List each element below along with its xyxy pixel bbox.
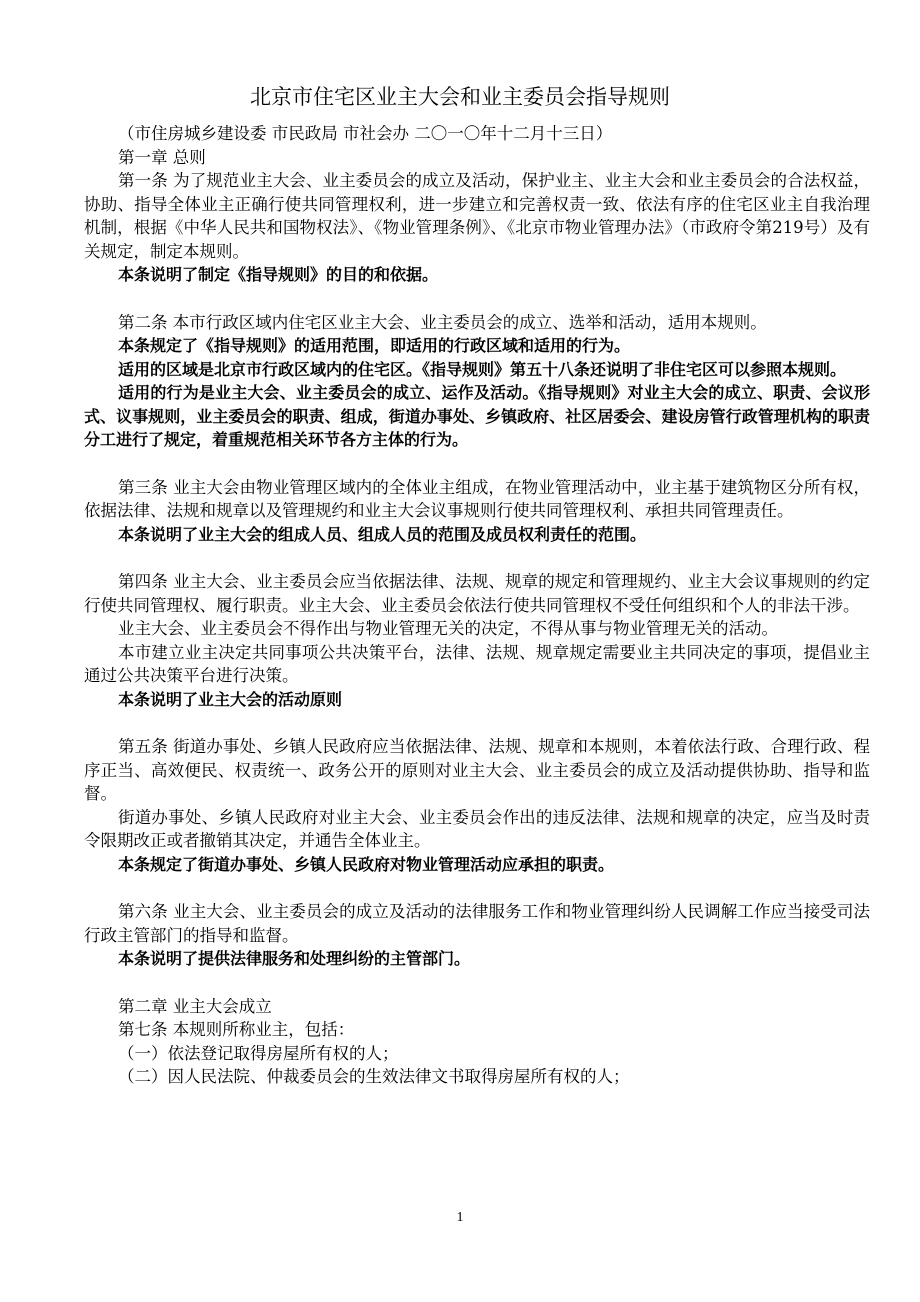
spacer xyxy=(84,711,870,735)
article-note: 适用的行为是业主大会、业主委员会的成立、运作及活动。《指导规则》对业主大会的成立、职责、会议形式、议事规则，业主委员会的职责、组成，街道办事处、乡镇政府、社区居委会、建设房管行政管理机构的职责分工进行了规定，着重规范相关环节各方主体的行为。 xyxy=(84,383,870,449)
article-paragraph: 第六条 业主大会、业主委员会的成立及活动的法律服务工作和物业管理纠纷人民调解工作应当接受司法行政主管部门的指导和监督。 xyxy=(84,902,870,945)
article-paragraph: 业主大会、业主委员会不得作出与物业管理无关的决定，不得从事与物业管理无关的活动。 xyxy=(118,619,778,638)
chapter-heading: 第二章 业主大会成立 xyxy=(118,996,272,1016)
article-paragraph: 第七条 本规则所称业主，包括： xyxy=(118,1020,355,1039)
spacer xyxy=(84,287,870,311)
article-note: 本条说明了提供法律服务和处理纠纷的主管部门。 xyxy=(118,949,471,968)
list-item: （二）因人民法院、仲裁委员会的生效法律文书取得房屋所有权的人； xyxy=(118,1067,630,1086)
article-paragraph: 街道办事处、乡镇人民政府对业主大会、业主委员会作出的违反法律、法规和规章的决定，应当及时责令限期改正或者撤销其决定，并通告全体业主。 xyxy=(84,807,870,850)
spacer xyxy=(84,546,870,570)
article-paragraph: 第一条 为了规范业主大会、业主委员会的成立及活动，保护业主、业主大会和业主委员会的合法权益，协助、指导全体业主正确行使共同管理权利，进一步建立和完善权责一致、依法有序的住宅区业主自我治理机制，根据《中华人民共和国物权法》、《物业管理条例》、《北京市物业管理办法》（市政府令第219号）及有关规定，制定本规则。 xyxy=(84,171,870,261)
list-item: （一）依法登记取得房屋所有权的人； xyxy=(118,1043,399,1063)
article-paragraph: 本市建立业主决定共同事项公共决策平台，法律、法规、规章规定需要业主共同决定的事项，提倡业主通过公共决策平台进行决策。 xyxy=(84,642,870,685)
article-note: 本条说明了业主大会的活动原则 xyxy=(118,689,343,709)
document-body xyxy=(84,122,870,1089)
page-number: 1 xyxy=(456,1210,464,1225)
spacer xyxy=(84,452,870,476)
article-paragraph: 第四条 业主大会、业主委员会应当依据法律、法规、规章的规定和管理规约、业主大会议事规则的约定行使共同管理权、履行职责。业主大会、业主委员会依法行使共同管理权不受任何组织和个人的非法干涉。 xyxy=(84,572,870,615)
article-note: 本条说明了业主大会的组成人员、组成人员的范围及成员权利责任的范围。 xyxy=(118,524,647,544)
spacer xyxy=(84,971,870,995)
article-paragraph: 第二条 本市行政区域内住宅区业主大会、业主委员会的成立、选举和活动，适用本规则。 xyxy=(118,312,767,332)
spacer xyxy=(84,876,870,900)
document-title: 北京市住宅区业主大会和业主委员会指导规则 xyxy=(250,85,670,109)
article-paragraph: 第三条 业主大会由物业管理区域内的全体业主组成，在物业管理活动中，业主基于建筑物区分所有权，依据法律、法规和规章以及管理规约和业主大会议事规则行使共同管理权利、承担共同管理责任。 xyxy=(84,477,870,520)
issuer-line: （市住房城乡建设委 市民政局 市社会办 二〇一〇年十二月十三日） xyxy=(118,124,613,143)
article-note: 本条说明了制定《指导规则》的目的和依据。 xyxy=(118,265,439,284)
article-note: 本条规定了《指导规则》的适用范围，即适用的行政区域和适用的行为。 xyxy=(118,336,631,355)
article-note: 适用的区域是北京市行政区域内的住宅区。《指导规则》第五十八条还说明了非住宅区可以参照本规则。 xyxy=(118,359,847,379)
chapter-heading: 第一章 总则 xyxy=(118,147,206,167)
article-paragraph: 第五条 街道办事处、乡镇人民政府应当依据法律、法规、规章和本规则，本着依法行政、合理行政、程序正当、高效便民、权责统一、政务公开的原则对业主大会、业主委员会的成立及活动提供协助、指导和监督。 xyxy=(84,737,870,803)
article-note: 本条规定了街道办事处、乡镇人民政府对物业管理活动应承担的职责。 xyxy=(118,854,615,874)
